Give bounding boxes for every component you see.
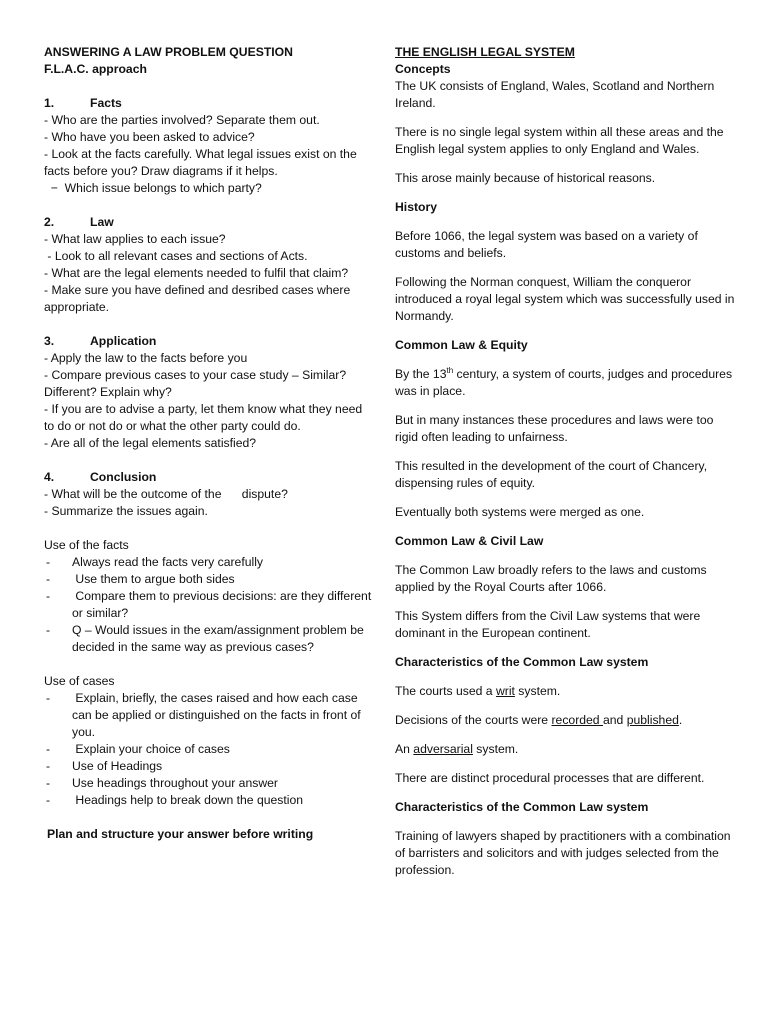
list-item: - What will be the outcome of the dispute?: [44, 487, 288, 501]
list-item: Use them to argue both sides: [72, 572, 235, 586]
equity-heading: Common Law & Equity: [395, 338, 528, 352]
list-item: Compare them to previous decisions: are they different or similar?: [72, 589, 375, 620]
paragraph: There are distinct procedural processes that are different.: [395, 771, 705, 785]
left-title: ANSWERING A LAW PROBLEM QUESTION: [44, 45, 293, 59]
list-item: - Make sure you have defined and desribed cases where appropriate.: [44, 283, 351, 314]
list-item: Always read the facts very carefully: [72, 555, 264, 569]
section-conclusion: [44, 469, 374, 520]
paragraph: This System differs from the Civil Law systems that were dominant in the European continent.: [395, 609, 701, 640]
history-heading: History: [395, 200, 437, 214]
list-item: - Apply the law to the facts before you: [44, 351, 248, 365]
cases-heading: Use of cases: [44, 674, 115, 688]
paragraph: Following the Norman conquest, William the conqueror introduced a royal legal system which was successfully used in Normandy.: [395, 275, 735, 323]
list-item: - What are the legal elements needed to fulfil that claim?: [44, 266, 349, 280]
section-law: [44, 214, 374, 316]
paragraph: This arose mainly because of historical reasons.: [395, 171, 656, 185]
list-item: - What law applies to each issue?: [44, 232, 226, 246]
paragraph: By the 13th century, a system of courts, judges and procedures was in place.: [395, 365, 733, 398]
underlined-term: writ: [495, 684, 515, 698]
paragraph: But in many instances these procedures and laws were too rigid often leading to unfairness.: [395, 413, 714, 444]
list-item: - If you are to advise a party, let them know what they need to do or not do or what the other party could do.: [44, 402, 363, 433]
section-number: 1.: [44, 96, 55, 110]
list-item: - Summarize the issues again.: [44, 504, 208, 518]
section-heading: Conclusion: [90, 470, 157, 484]
use-of-cases: Use of cases - Explain, briefly, the cases raised and how each case can be applied or distinguished on the facts in front of you. - Explain your choice of cases - Use of Headings - Use headings throughout your answer - Headings help to break down the question: [44, 673, 374, 809]
paragraph: The Common Law broadly refers to the laws and customs applied by the Royal Courts after 1066.: [395, 563, 707, 594]
list-item: Explain your choice of cases: [72, 742, 230, 756]
left-subtitle: F.L.A.C. approach: [44, 62, 147, 76]
paragraph: The UK consists of England, Wales, Scotland and Northern Ireland.: [395, 79, 715, 110]
civil-law-heading: Common Law & Civil Law: [395, 534, 544, 548]
concepts-heading: Concepts: [395, 62, 451, 76]
right-title: THE ENGLISH LEGAL SYSTEM: [395, 45, 575, 59]
list-item: - Compare previous cases to your case study – Similar? Different? Explain why?: [44, 368, 347, 399]
section-facts: [44, 95, 374, 197]
list-item: - Who are the parties involved? Separate them out.: [44, 113, 320, 127]
paragraph: Training of lawyers shaped by practitioners with a combination of barristers and solicitors and with judges selected from the profession.: [395, 829, 731, 877]
right-column: [395, 44, 735, 891]
underlined-term: published: [626, 713, 679, 727]
list-item: Use of Headings: [72, 759, 163, 773]
paragraph: Decisions of the courts were recorded and published.: [395, 713, 683, 727]
list-item: - Are all of the legal elements satisfied?: [44, 436, 257, 450]
list-item: − Which issue belongs to which party?: [44, 181, 262, 195]
section-heading: Law: [90, 215, 114, 229]
list-item: Explain, briefly, the cases raised and how each case can be applied or distinguished on the facts in front of you.: [72, 691, 365, 739]
section-number: 4.: [44, 470, 55, 484]
list-item: Headings help to break down the question: [72, 793, 304, 807]
list-item: - Look at the facts carefully. What legal issues exist on the facts before you? Draw diagrams if it helps.: [44, 147, 357, 178]
use-of-facts: Use of the facts - Always read the facts very carefully - Use them to argue both sides - Compare them to previous decisions: are they different or similar? - Q – Would issues in the exam/assignment problem be decided in the same way as previous cases?: [44, 538, 375, 654]
closing-note: Plan and structure your answer before writing: [47, 827, 314, 841]
section-heading: Application: [90, 334, 157, 348]
paragraph: Before 1066, the legal system was based on a variety of customs and beliefs.: [395, 229, 698, 260]
section-application: [44, 333, 374, 452]
paragraph: The courts used a writ system.: [395, 684, 561, 698]
list-item: - Look to all relevant cases and sections of Acts.: [44, 249, 308, 263]
section-number: 3.: [44, 334, 55, 348]
paragraph: An adversarial system.: [395, 742, 519, 756]
characteristics-heading: Characteristics of the Common Law system: [395, 655, 649, 669]
left-column: [44, 44, 374, 843]
section-number: 2.: [44, 215, 55, 229]
underlined-term: recorded: [551, 713, 603, 727]
section-heading: Facts: [90, 96, 122, 110]
characteristics-heading-2: Characteristics of the Common Law system: [395, 800, 649, 814]
underlined-term: adversarial: [413, 742, 473, 756]
list-item: - Who have you been asked to advice?: [44, 130, 255, 144]
list-item: Use headings throughout your answer: [72, 776, 278, 790]
superscript: th: [446, 365, 454, 375]
paragraph: There is no single legal system within all these areas and the English legal system applies to only England and Wales.: [395, 125, 724, 156]
facts-heading: Use of the facts: [44, 538, 129, 552]
paragraph: This resulted in the development of the court of Chancery, dispensing rules of equity.: [395, 459, 708, 490]
paragraph: Eventually both systems were merged as one.: [395, 505, 645, 519]
list-item: Q – Would issues in the exam/assignment problem be decided in the same way as previous cases?: [72, 623, 368, 654]
